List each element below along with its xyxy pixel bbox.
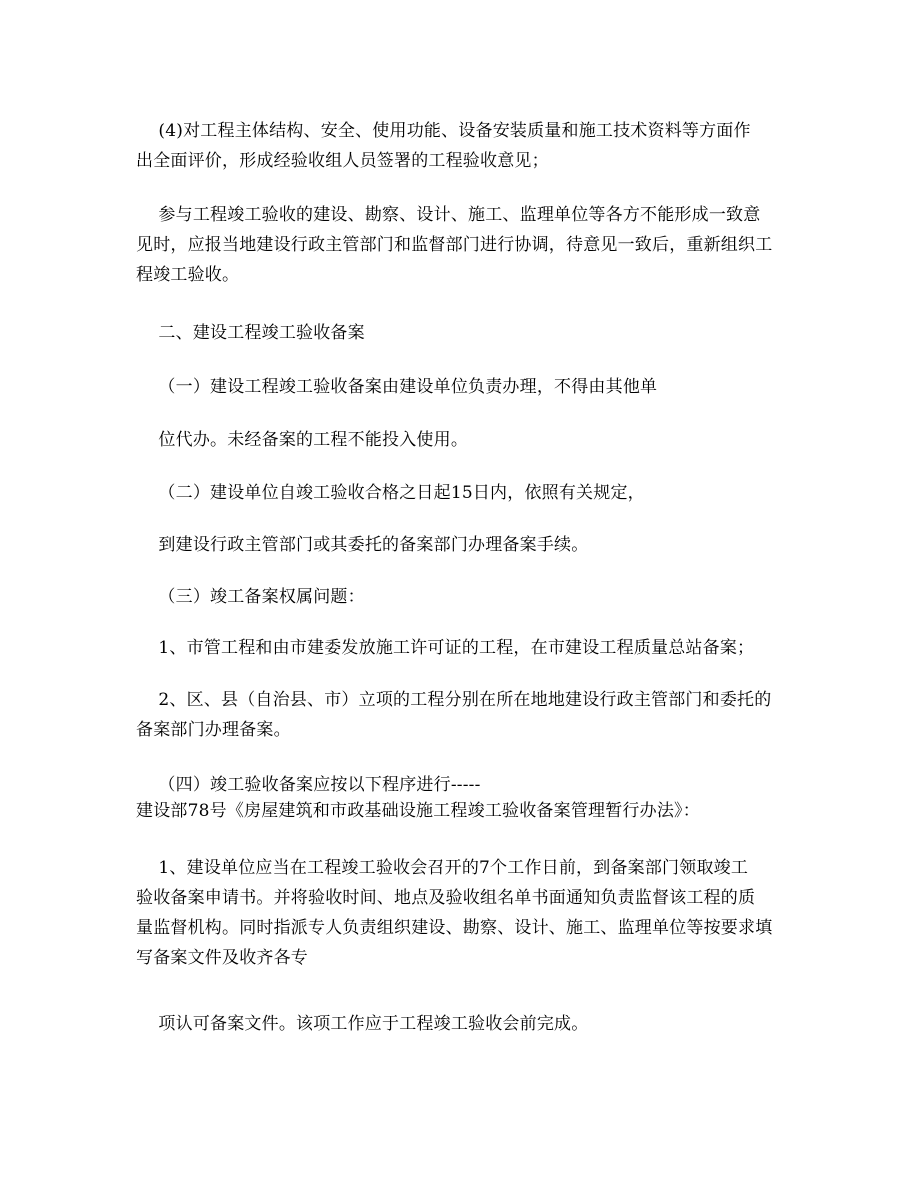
- text-line: 建设部78号《房屋建筑和市政基础设施工程竣工验收备案管理暂行办法》：: [136, 801, 700, 821]
- text-line: （三）竣工备案权属问题：: [136, 587, 365, 607]
- text-line: 2、区、县（自治县、市）立项的工程分别在所在地地建设行政主管部门和委托的: [136, 690, 772, 710]
- paragraph-item-3-2: [136, 685, 786, 745]
- paragraph-item-4-evaluation: [136, 116, 786, 176]
- text-line: 出全面评价，形成经验收组人员签署的工程验收意见；: [136, 151, 549, 171]
- paragraph-coordination: [136, 200, 786, 290]
- heading-line: 二、建设工程竣工验收备案: [136, 323, 365, 343]
- text-line: 到建设行政主管部门或其委托的备案部门办理备案手续。: [136, 535, 589, 555]
- paragraph-item-4-1: [136, 853, 786, 973]
- text-line: 量监督机构。同时指派专人负责组织建设、勘察、设计、施工、监理单位等按要求填: [136, 918, 773, 938]
- text-line: （四）竣工验收备案应按以下程序进行-----: [136, 775, 481, 795]
- section-heading-2: [136, 318, 786, 348]
- text-line: 见时，应报当地建设行政主管部门和监督部门进行协调，待意见一致后，重新组织工: [136, 235, 773, 255]
- text-line: 备案部门办理备案。: [136, 720, 291, 740]
- text-line: 写备案文件及收齐各专: [136, 948, 308, 968]
- paragraph-item-1-continued: [136, 425, 786, 455]
- text-line: 验收备案申请书。并将验收时间、地点及验收组名单书面通知负责监督该工程的质: [136, 888, 756, 908]
- paragraph-item-2-continued: [136, 530, 786, 560]
- paragraph-item-3-1: [136, 633, 786, 663]
- text-line: （二）建设单位自竣工验收合格之日起15日内，依照有关规定，: [136, 483, 645, 503]
- paragraph-item-4: [136, 772, 786, 824]
- paragraph-item-1: [136, 372, 786, 402]
- text-line: (4)对工程主体结构、安全、使用功能、设备安装质量和施工技术资料等方面作: [136, 121, 751, 141]
- text-line: 程竣工验收。: [136, 265, 240, 285]
- text-line: 项认可备案文件。该项工作应于工程竣工验收会前完成。: [136, 1014, 589, 1034]
- text-line: 1、建设单位应当在工程竣工验收会召开的7个工作日前，到备案部门领取竣工: [136, 858, 749, 878]
- paragraph-item-2: [136, 478, 786, 508]
- text-line: 参与工程竣工验收的建设、勘察、设计、施工、监理单位等各方不能形成一致意: [136, 205, 761, 225]
- text-line: 1、市管工程和由市建委发放施工许可证的工程，在市建设工程质量总站备案；: [136, 638, 755, 658]
- text-line: （一）建设工程竣工验收备案由建设单位负责办理，不得由其他单: [136, 377, 658, 397]
- paragraph-item-4-1-continued: [136, 1009, 786, 1039]
- text-line: 位代办。未经备案的工程不能投入使用。: [136, 430, 469, 450]
- paragraph-item-3: [136, 582, 786, 612]
